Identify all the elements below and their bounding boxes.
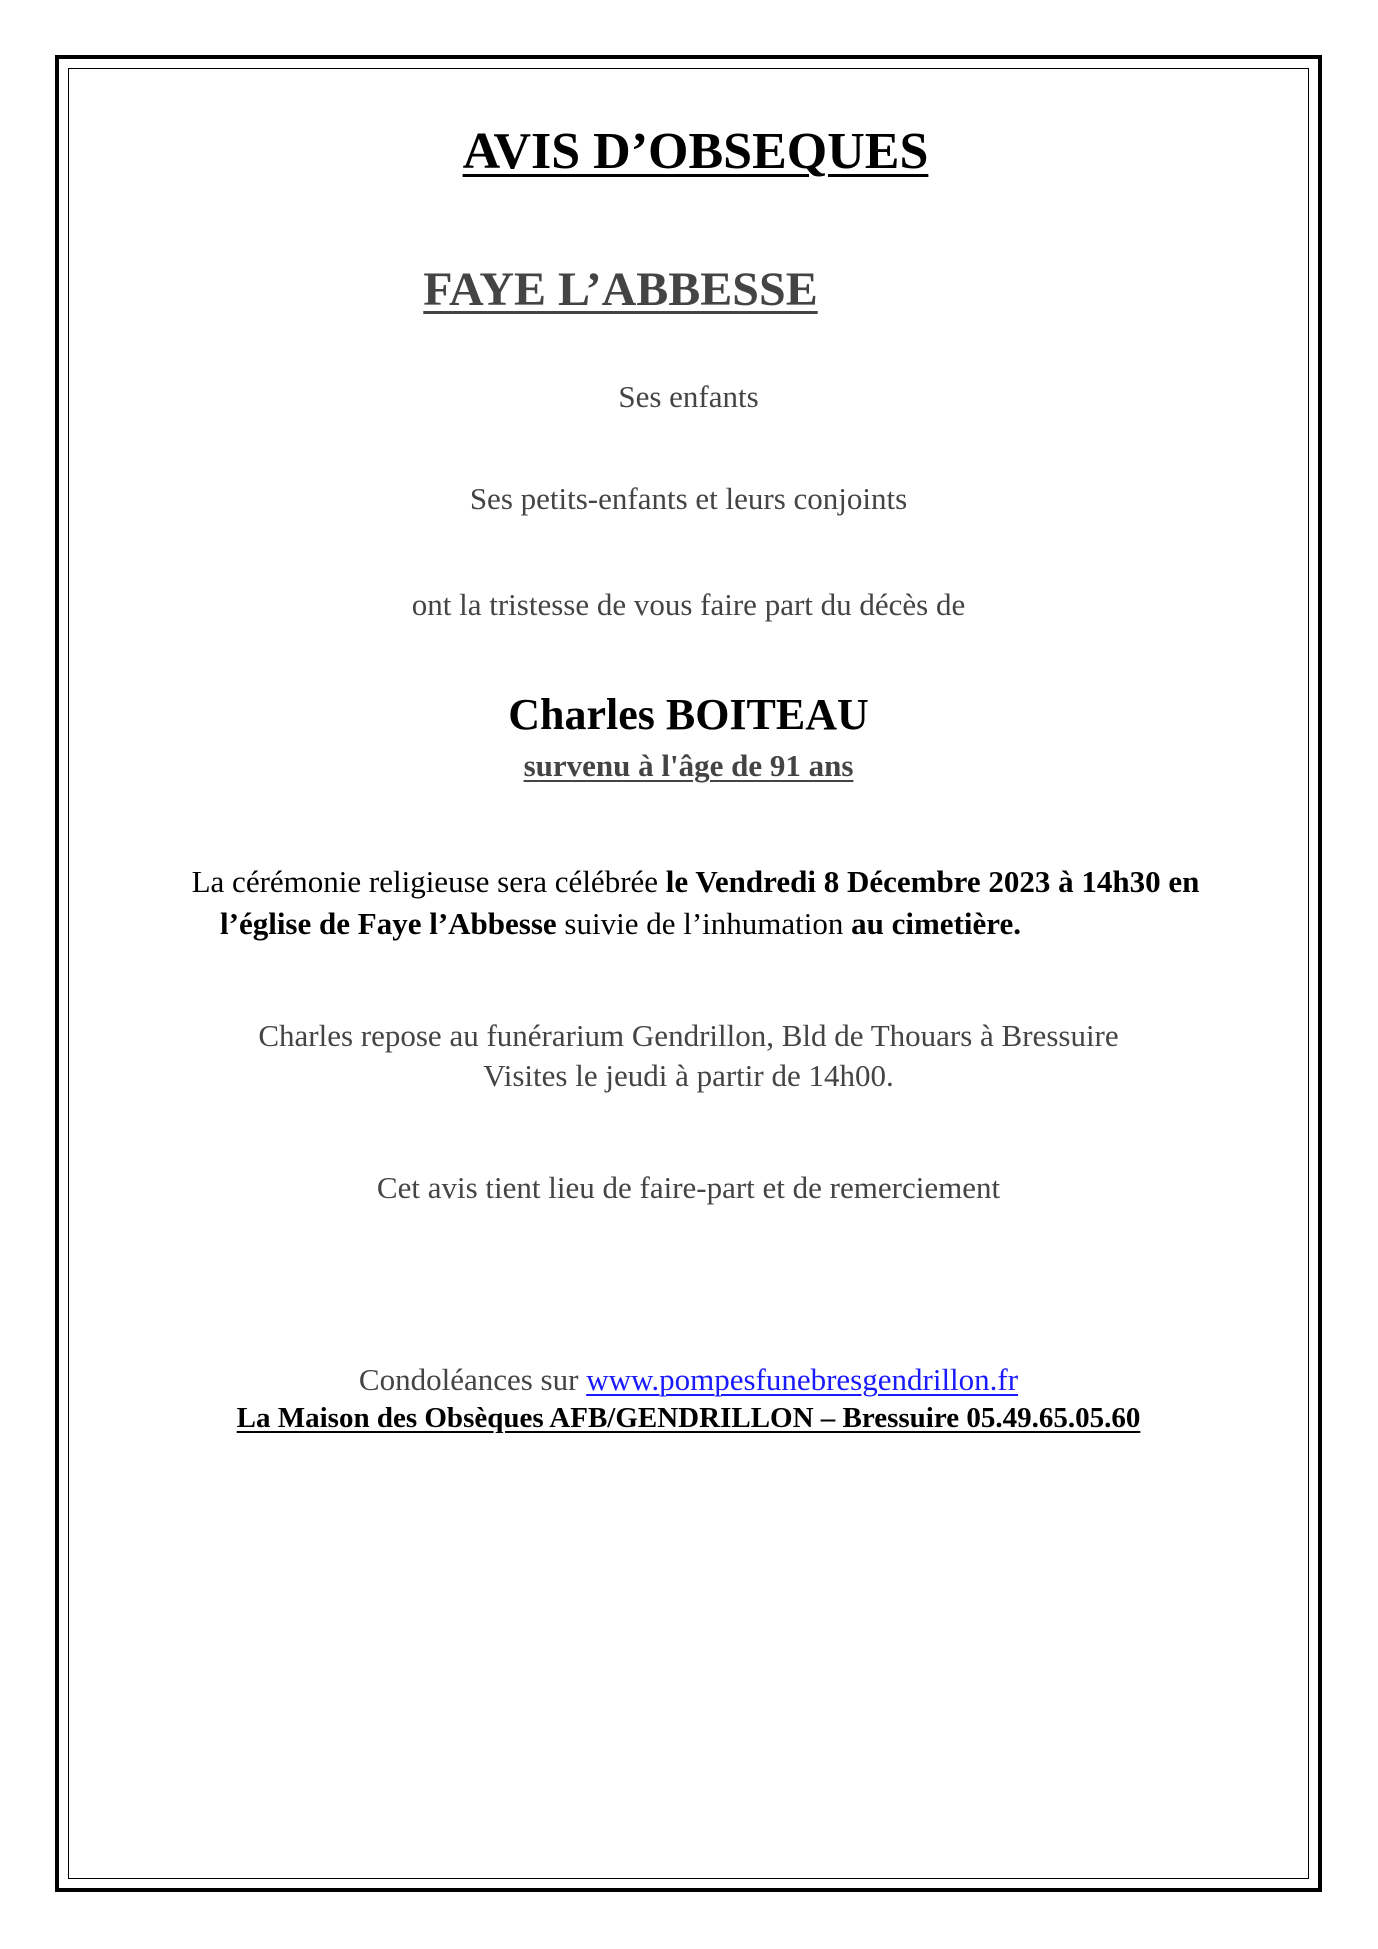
ceremony-followed: suivie de l’inhumation <box>556 906 852 941</box>
ceremony-line-1 <box>75 864 1316 900</box>
ceremony-line-2 <box>0 906 1241 942</box>
website-link[interactable]: www.pompesfunebresgendrillon.fr <box>586 1362 1019 1397</box>
condolences-prefix: Condoléances sur <box>358 1362 587 1397</box>
visiting-hours: Visites le jeudi à partir de 14h00. <box>483 1058 894 1093</box>
deceased-name: Charles BOITEAU <box>508 690 869 739</box>
funeral-home-contact: La Maison des Obsèques AFB/GENDRILLON – Bressuire 05.49.65.05.60 <box>236 1402 1141 1434</box>
ceremony-intro: La cérémonie religieuse sera célébrée <box>191 864 666 899</box>
deceased-age: survenu à l'âge de 91 ans <box>523 748 854 783</box>
ceremony-burial: au cimetière. <box>851 906 1021 941</box>
repose-info: Charles repose au funérarium Gendrillon, Bld de Thouars à Bressuire <box>258 1018 1119 1053</box>
family-line-grandchildren: Ses petits-enfants et leurs conjoints <box>469 481 908 516</box>
family-line-children: Ses enfants <box>618 379 759 414</box>
ceremony-date-time: le Vendredi 8 Décembre 2023 à 14h30 en <box>665 864 1200 899</box>
ceremony-place: l’église de Faye l’Abbesse <box>220 906 557 941</box>
town-heading: FAYE L’ABBESSE <box>423 263 818 316</box>
notice-remark: Cet avis tient lieu de faire-part et de remerciement <box>376 1170 1001 1205</box>
announcement-text: ont la tristesse de vous faire part du décès de <box>411 587 966 622</box>
page-border-inner <box>68 68 1309 1879</box>
condolences-line <box>68 1362 1309 1398</box>
notice-title: AVIS D’OBSEQUES <box>462 123 929 180</box>
